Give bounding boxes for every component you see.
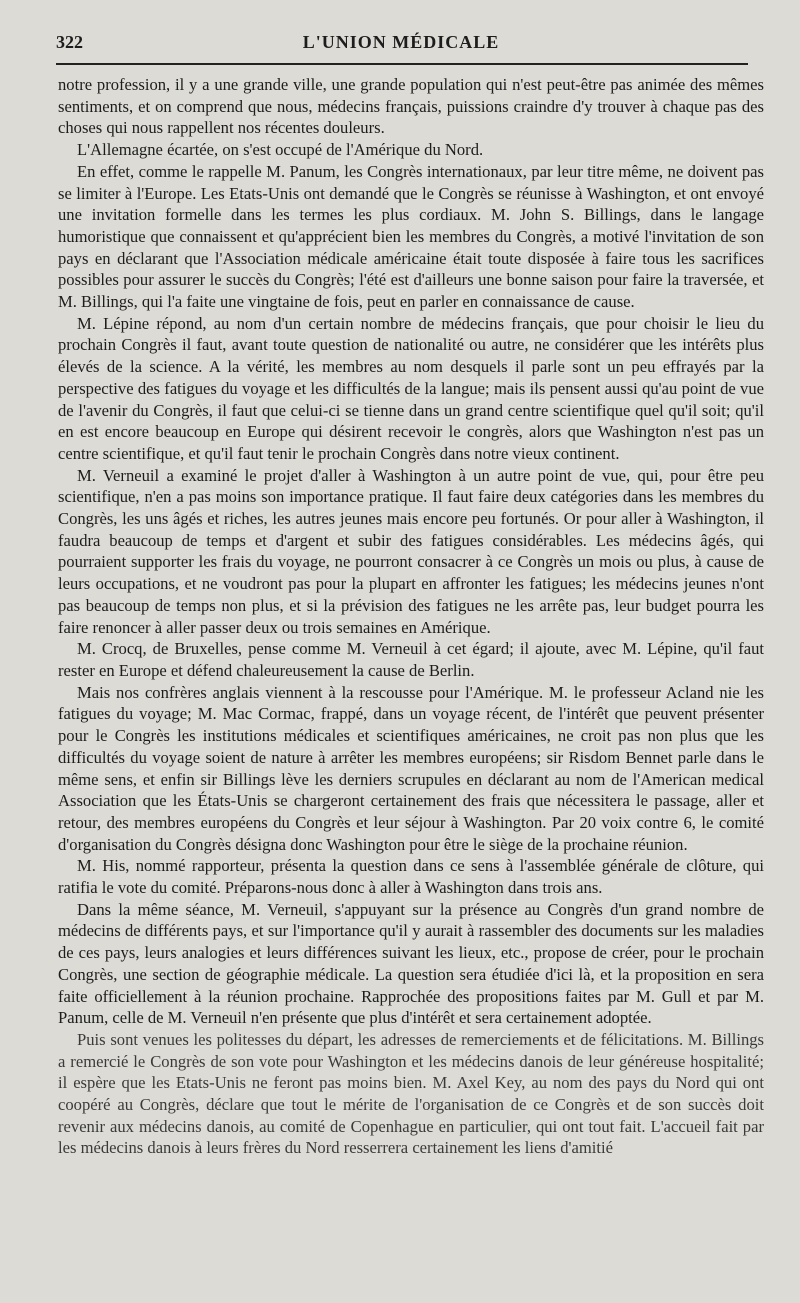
paragraph: Dans la même séance, M. Verneuil, s'appuyant sur la présence au Congrès d'un grand nombre de médecins de différents pays, et sur l'importance qu'il y aurait à rassembler des documents sur les maladies de ces pays, leurs analogies et leurs différences suivant les lieux, etc., propose de créer, pour le prochain Congrès, une section de géographie médicale. La question sera étudiée d'ici là, et la proposition en sera faite officiellement à la réunion prochaine. Rapprochée des propositions faites par M. Gull et par M. Panum, celle de M. Verneuil n'en présente que plus d'intérêt et sera certainement adoptée. — [58, 899, 764, 1028]
paragraph: L'Allemagne écartée, on s'est occupé de l'Amérique du Nord. — [77, 140, 484, 160]
paragraph: Mais nos confrères anglais viennent à la rescousse pour l'Amérique. M. le professeur Acland nie les fatigues du voyage; M. Mac Cormac, frappé, dans un voyage récent, de l'intérêt que peuvent présenter pour le Congrès les institutions médicales et scientifiques américaines, ne croit pas non plus que les difficultés du voyage soient de nature à arrêter les membres européens; sir Risdom Bennet parle dans le même sens, et enfin sir Billings lève les derniers scrupules en déclarant au nom de l'American medical Association que les États-Unis se chargeront certainement des frais que nécessitera le passage, aller et retour, des membres européens du Congrès et leur séjour à Washington. Par 20 voix contre 6, le comité d'organisation du Congrès désigna donc Washington pour être le siège de la prochaine réunion. — [58, 682, 764, 854]
paragraph: notre profession, il y a une grande ville, une grande population qui n'est peut-être pas animée des mêmes sentiments, et on comprend que nous, médecins français, puissions craindre d'y trouver à chaque pas des choses qui nous rappellent nos récentes douleurs. — [58, 75, 764, 138]
page-header — [56, 30, 746, 64]
paragraph: En effet, comme le rappelle M. Panum, les Congrès internationaux, par leur titre même, ne doivent pas se limiter à l'Europe. Les Etats-Unis ont demandé que le Congrès se réunisse à Washington, et ont envoyé une invitation formelle dans les termes les plus cordiaux. M. John S. Billings, dans le langage humoristique que connaissent et qu'apprécient bien les membres du Congrès, a motivé l'invitation de son pays en déclarant que l'Association médicale américaine était toute disposée à faire tous les sacrifices possibles pour assurer le succès du Congrès; l'été est d'ailleurs une bonne saison pour faire la traversée, et M. Billings, qui l'a faite une vingtaine de fois, peut en parler en connaissance de cause. — [58, 161, 764, 312]
paragraph: Puis sont venues les politesses du départ, les adresses de remerciements et de félicitations. M. Billings a remercié le Congrès de son vote pour Washington et les médecins danois de leur généreuse hospitalité; il espère que les Etats-Unis ne feront pas moins bien. M. Axel Key, au nom des pays du Nord qui ont coopéré au Congrès, déclare que tout le mérite de l'organisation de ce Congrès et de son succès doit revenir aux médecins danois, au comité de Copenhague en particulier, qui ont tout fait. L'accueil fait par les médecins danois à leurs frères du Nord resserrera certainement les liens d'amitié — [58, 1029, 764, 1158]
paragraph: M. Lépine répond, au nom d'un certain nombre de médecins français, que pour choisir le lieu du prochain Congrès il faut, avant toute question de nationalité ou autre, ne considérer que les intérêts plus élevés de la science. A la vérité, les membres au nom desquels il parle sont un peu effrayés par la perspective des fatigues du voyage et les difficultés de la langue; mais ils pensent aussi qu'au point de vue de l'avenir du Congrès, il faut que celui-ci se tienne dans un grand centre scientifique quel qu'il soit; qu'il en est encore beaucoup en Europe qui désirent recevoir le congrès, alors que Washington n'est pas un centre scientifique, et qu'il faut tenir le prochain Congrès dans notre vieux continent. — [58, 313, 764, 463]
body-text — [58, 74, 764, 1159]
paragraph: M. Crocq, de Bruxelles, pense comme M. Verneuil à cet égard; il ajoute, avec M. Lépine, qu'il faut rester en Europe et défend chaleureusement la cause de Berlin. — [58, 639, 764, 680]
paragraph: M. Verneuil a examiné le projet d'aller à Washington à un autre point de vue, qui, pour être peu scientifique, n'en a pas moins son importance pratique. Il faut faire deux catégories dans les membres du Congrès, les uns âgés et riches, les autres jeunes mais encore peu fortunés. Or pour aller à Washington, il faudra beaucoup de temps et d'argent et subir des fatigues considérables. Les médecins âgés, qui pourraient supporter les frais du voyage, ne pourront consacrer à ce Congrès un mois ou plus, à cause de leurs occupations, et ne voudront pas pour la plupart en affronter les fatigues; les médecins jeunes n'ont pas beaucoup de temps non plus, et si la prévision des fatigues ne les arrête pas, leur budget pourra les faire renoncer à aller passer deux ou trois semaines en Amérique. — [58, 465, 764, 637]
running-title: L'UNION MÉDICALE — [302, 32, 500, 52]
header-rule — [56, 63, 748, 65]
page-number: 322 — [56, 32, 83, 52]
paragraph: M. His, nommé rapporteur, présenta la question dans ce sens à l'assemblée générale de clôture, qui ratifia le vote du comité. Préparons-nous donc à aller à Washington dans trois ans. — [58, 856, 764, 898]
